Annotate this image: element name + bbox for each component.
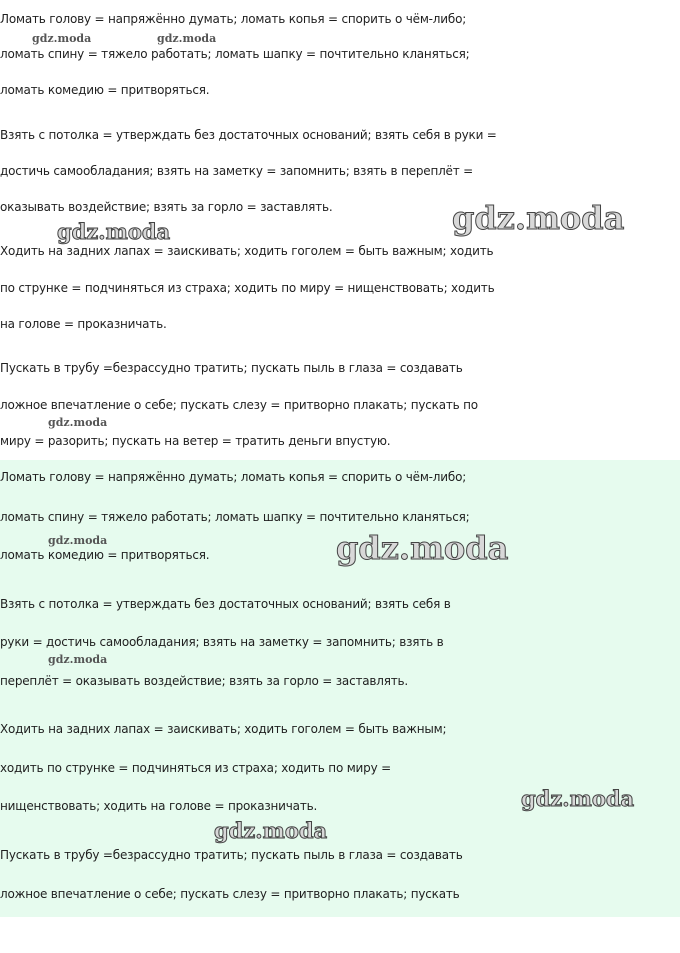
answer-line: ломать комедию = притворяться. — [0, 548, 210, 562]
text-line: Ломать голову = напряжённо думать; ломать копья = спорить о чём-либо; — [0, 12, 467, 26]
watermark: gdz.moda — [452, 199, 625, 237]
answer-line: ходить по струнке = подчиняться из страха; ходить по миру = — [0, 761, 391, 775]
text-block — [0, 0, 680, 460]
watermark: gdz.moda — [521, 786, 635, 811]
answer-line: нищенствовать; ходить на голове = проказничать. — [0, 799, 318, 813]
answer-line: ломать спину = тяжело работать; ломать шапку = почтительно кланяться; — [0, 510, 470, 524]
answer-line: Пускать в трубу =безрассудно тратить; пускать пыль в глаза = создавать — [0, 848, 463, 862]
text-line: ложное впечатление о себе; пускать слезу = притворно плакать; пускать по — [0, 398, 478, 412]
answer-line: руки = достичь самообладания; взять на заметку = запомнить; взять в — [0, 635, 444, 649]
text-line: по струнке = подчиняться из страха; ходить по миру = нищенствовать; ходить — [0, 281, 495, 295]
text-line: оказывать воздействие; взять за горло = заставлять. — [0, 200, 333, 214]
watermark: gdz.moda — [32, 32, 92, 45]
text-line: ломать спину = тяжело работать; ломать шапку = почтительно кланяться; — [0, 47, 470, 61]
text-line: достичь самообладания; взять на заметку = запомнить; взять в переплёт = — [0, 164, 474, 178]
answer-line: Ломать голову = напряжённо думать; ломать копья = спорить о чём-либо; — [0, 470, 467, 484]
text-line: Ходить на задних лапах = заискивать; ходить гоголем = быть важным; ходить — [0, 244, 494, 258]
watermark: gdz.moda — [214, 818, 328, 843]
answer-line: Взять с потолка = утверждать без достаточных оснований; взять себя в — [0, 597, 451, 611]
answer-line: переплёт = оказывать воздействие; взять за горло = заставлять. — [0, 674, 409, 688]
text-line: Взять с потолка = утверждать без достаточных оснований; взять себя в руки = — [0, 128, 497, 142]
watermark: gdz.moda — [48, 534, 108, 547]
watermark: gdz.moda — [336, 529, 509, 567]
watermark: gdz.moda — [157, 32, 217, 45]
watermark: gdz.moda — [48, 653, 108, 666]
text-line: Пускать в трубу =безрассудно тратить; пускать пыль в глаза = создавать — [0, 361, 463, 375]
watermark: gdz.moda — [57, 219, 171, 244]
text-line: миру = разорить; пускать на ветер = тратить деньги впустую. — [0, 434, 391, 448]
answer-line: Ходить на задних лапах = заискивать; ходить гоголем = быть важным; — [0, 722, 447, 736]
text-line: ломать комедию = притворяться. — [0, 83, 210, 97]
answer-line: ложное впечатление о себе; пускать слезу = притворно плакать; пускать — [0, 887, 460, 901]
watermark: gdz.moda — [48, 416, 108, 429]
answer-block — [0, 460, 680, 917]
text-line: на голове = проказничать. — [0, 317, 167, 331]
